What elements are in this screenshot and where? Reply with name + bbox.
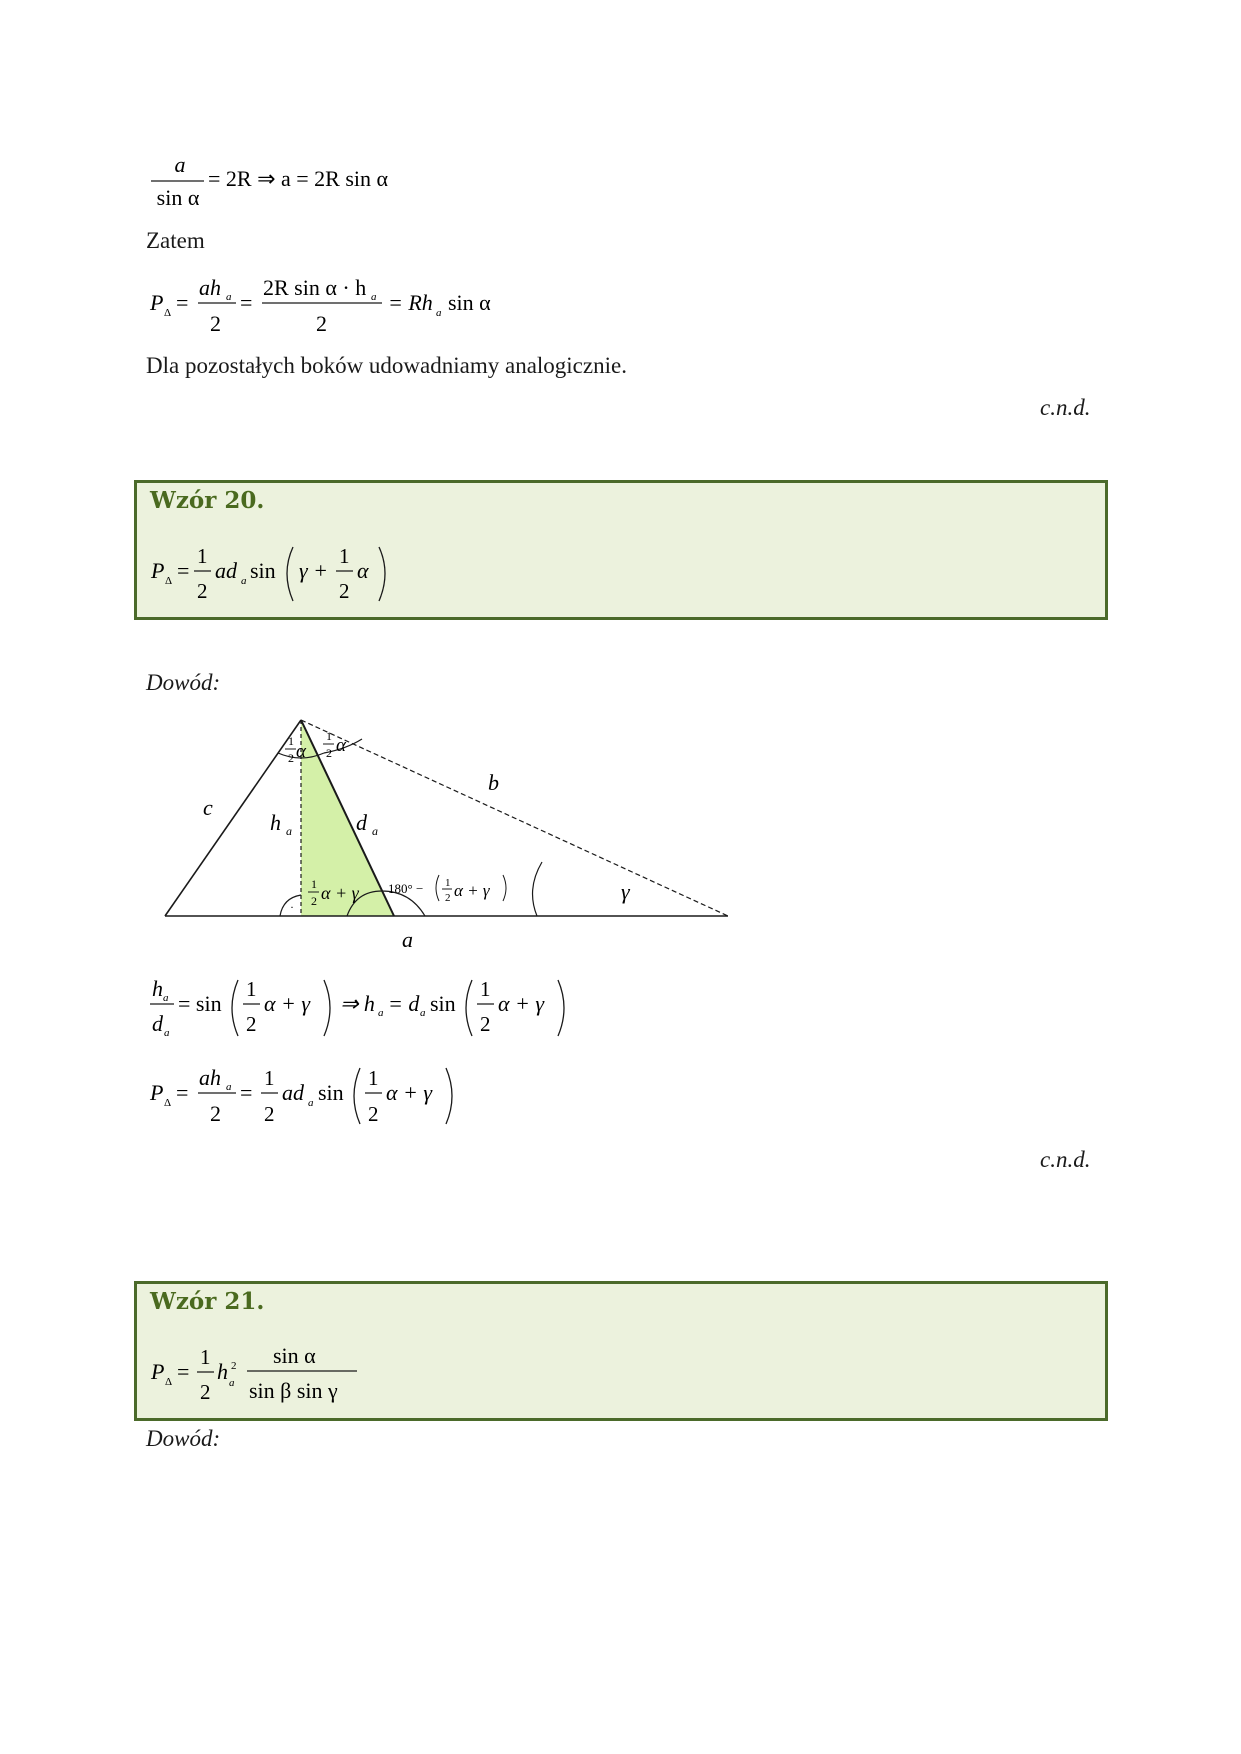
formula-21-title: Wzór 21. [150, 1288, 265, 1315]
svg-text:d: d [152, 1011, 163, 1036]
analogous-text: Dla pozostałych boków udowadniamy analogicznie. [146, 353, 627, 378]
svg-text:P: P [151, 558, 165, 583]
svg-text:a: a [226, 1081, 232, 1093]
svg-text:2: 2 [264, 1102, 275, 1126]
proof2-eq2 [146, 1058, 506, 1138]
svg-text:ad: ad [215, 558, 237, 583]
label-gamma: γ [621, 879, 630, 904]
svg-text:1: 1 [480, 977, 491, 1001]
svg-text:1: 1 [326, 729, 332, 743]
eq1-numerator: a [174, 152, 186, 177]
svg-text:sin α: sin α [273, 1343, 316, 1368]
svg-text:=: = [240, 1080, 253, 1105]
svg-text:h: h [217, 1359, 228, 1384]
svg-text:sin: sin [318, 1080, 344, 1105]
cnd-2: c.n.d. [1040, 1147, 1091, 1172]
formula-20-box [134, 480, 1108, 620]
svg-text:1: 1 [368, 1066, 379, 1090]
svg-text:Δ: Δ [165, 1376, 173, 1388]
svg-text:1: 1 [264, 1066, 275, 1090]
proof2-heading: Dowód: [146, 670, 221, 695]
svg-text:2: 2 [480, 1012, 491, 1036]
svg-text:sin: sin [250, 558, 276, 583]
formula-21-expression [147, 1336, 427, 1414]
svg-text:h: h [152, 976, 163, 1001]
svg-text:2: 2 [326, 746, 332, 760]
svg-text:2: 2 [197, 579, 208, 603]
proof2-eq1 [146, 970, 606, 1050]
svg-text:ad: ad [282, 1080, 304, 1105]
svg-text:2: 2 [368, 1102, 379, 1126]
svg-text:2: 2 [246, 1012, 257, 1036]
svg-text:2: 2 [339, 579, 350, 603]
svg-text:ah: ah [199, 1065, 221, 1090]
svg-text:a: a [436, 307, 442, 319]
svg-text:a: a [164, 1027, 170, 1039]
svg-text:α: α [357, 558, 369, 583]
svg-text:2: 2 [210, 311, 221, 336]
svg-text:ah: ah [199, 275, 221, 300]
svg-text:=: = [176, 1080, 189, 1105]
svg-text:a: a [378, 1007, 384, 1019]
label-c: c [203, 795, 213, 820]
svg-text:1: 1 [197, 544, 208, 568]
cnd-1: c.n.d. [1040, 395, 1091, 420]
proof1-eq2 [146, 268, 546, 340]
svg-text:1: 1 [445, 877, 451, 889]
svg-text:a: a [286, 824, 292, 838]
label-half-alpha-left: α [296, 741, 306, 762]
svg-text:a: a [372, 824, 378, 838]
svg-text:α + γ: α + γ [264, 991, 311, 1016]
svg-text:2: 2 [316, 311, 327, 336]
svg-text:Δ: Δ [164, 307, 172, 319]
formula-20-expression [147, 535, 467, 613]
svg-text:α + γ: α + γ [454, 881, 490, 900]
eq1-rhs: = 2R ⇒ a = 2R sin α [208, 166, 389, 191]
svg-text:P: P [150, 290, 164, 315]
svg-text:=: = [240, 290, 253, 315]
svg-text:·: · [290, 900, 294, 914]
svg-text:a: a [229, 1377, 235, 1389]
svg-text:2: 2 [288, 751, 294, 765]
formula-21-box [134, 1281, 1108, 1421]
label-a: a [402, 927, 413, 952]
svg-text:2: 2 [210, 1101, 221, 1126]
svg-text:2: 2 [231, 1360, 237, 1372]
svg-text:1: 1 [246, 977, 257, 1001]
svg-text:= sin: = sin [178, 991, 222, 1016]
triangle-diagram [150, 705, 750, 965]
svg-text:=: = [176, 290, 189, 315]
formula-20-title: Wzór 20. [150, 487, 265, 514]
label-ext-angle: 180° − [388, 881, 424, 896]
svg-text:= Rh: = Rh [388, 290, 433, 315]
svg-text:a: a [163, 992, 169, 1004]
svg-text:⇒ h: ⇒ h [340, 991, 375, 1016]
svg-text:2: 2 [445, 892, 451, 904]
gamma-arc [533, 862, 542, 916]
label-angle-expr: α + γ [321, 883, 359, 903]
svg-text:γ +: γ + [299, 558, 329, 583]
svg-text:α + γ: α + γ [386, 1080, 433, 1105]
svg-text:sin α: sin α [448, 290, 491, 315]
svg-text:a: a [308, 1097, 314, 1109]
svg-text:1: 1 [339, 544, 350, 568]
proof1-eq1 [146, 150, 446, 212]
label-da: d [356, 810, 367, 835]
svg-text:1: 1 [200, 1345, 211, 1369]
svg-text:= d: = d [388, 991, 420, 1016]
svg-text:sin: sin [430, 991, 456, 1016]
svg-text:2: 2 [311, 894, 317, 908]
svg-text:a: a [226, 291, 232, 303]
label-half-alpha-right: α [336, 735, 346, 756]
svg-text:=: = [177, 558, 190, 583]
svg-text:=: = [177, 1359, 190, 1384]
svg-text:sin β sin γ: sin β sin γ [249, 1378, 338, 1403]
svg-text:a: a [371, 291, 377, 303]
svg-text:2: 2 [200, 1380, 211, 1404]
label-ha: h [270, 810, 281, 835]
svg-text:1: 1 [311, 877, 317, 891]
svg-text:1: 1 [288, 734, 294, 748]
svg-text:a: a [420, 1007, 426, 1019]
svg-text:a: a [241, 575, 247, 587]
eq1-denominator: sin α [156, 185, 200, 210]
svg-text:P: P [151, 1359, 165, 1384]
svg-text:2R sin α · h: 2R sin α · h [263, 275, 367, 300]
svg-text:Δ: Δ [164, 1097, 172, 1109]
svg-text:P: P [150, 1080, 164, 1105]
svg-text:α + γ: α + γ [498, 991, 545, 1016]
label-b: b [488, 770, 499, 795]
svg-text:Δ: Δ [165, 575, 173, 587]
zatem-text: Zatem [146, 228, 205, 253]
proof3-heading: Dowód: [146, 1426, 221, 1451]
